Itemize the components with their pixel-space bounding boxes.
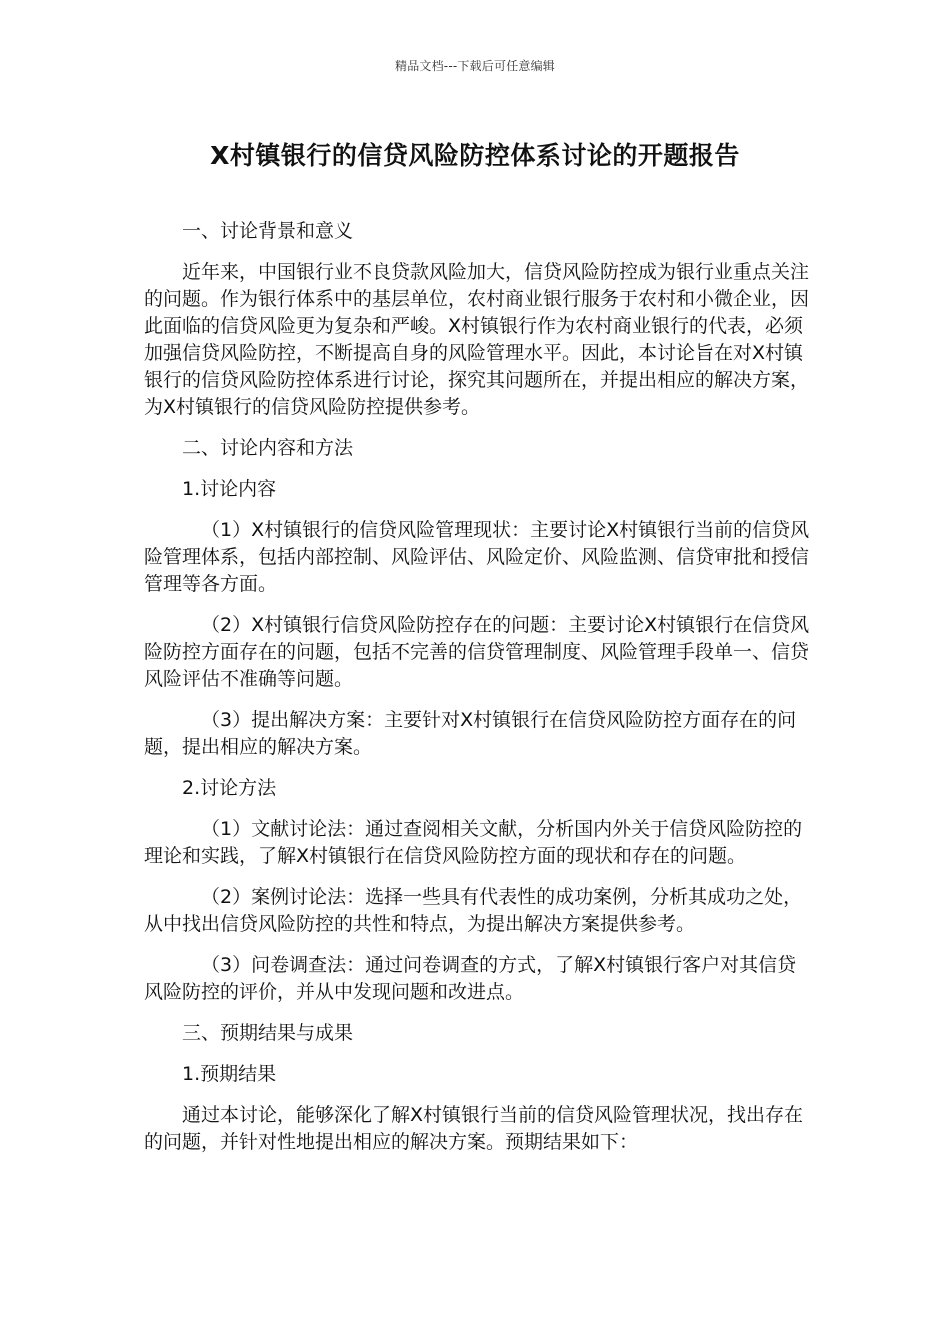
section-heading-content-method: 二、讨论内容和方法 [182,437,354,459]
method-item-3: （3）问卷调查法：通过问卷调查的方式，了解X村镇银行客户对其信贷风险防控的评价，并从中发现问题和改进点。 [144,954,797,1003]
paragraph-expected: 通过本讨论，能够深化了解X村镇银行当前的信贷风险管理状况，找出存在的问题，并针对性地提出相应的解决方案。预期结果如下： [144,1104,804,1153]
document-title: X村镇银行的信贷风险防控体系讨论的开题报告 [210,141,740,170]
section-heading-expected-results: 三、预期结果与成果 [182,1022,354,1044]
subheading-content: 1.讨论内容 [182,478,277,500]
content-item-3: （3）提出解决方案：主要针对X村镇银行在信贷风险防控方面存在的问题，提出相应的解决方案。 [144,709,797,758]
subheading-expected: 1.预期结果 [182,1063,277,1085]
content-item-1: （1）X村镇银行的信贷风险管理现状：主要讨论X村镇银行当前的信贷风险管理体系，包括内部控制、风险评估、风险定价、风险监测、信贷审批和授信管理等各方面。 [144,519,810,595]
method-item-2: （2）案例讨论法：选择一些具有代表性的成功案例，分析其成功之处，从中找出信贷风险防控的共性和特点，为提出解决方案提供参考。 [144,886,803,935]
content-item-2: （2）X村镇银行信贷风险防控存在的问题：主要讨论X村镇银行在信贷风险防控方面存在的问题，包括不完善的信贷管理制度、风险管理手段单一、信贷风险评估不准确等问题。 [144,614,810,690]
document-body [144,218,810,1170]
header-note: 精品文档---下载后可任意编辑 [395,59,555,73]
subheading-method: 2.讨论方法 [182,777,277,799]
section-heading-background: 一、讨论背景和意义 [182,220,354,242]
paragraph-background: 近年来，中国银行业不良贷款风险加大，信贷风险防控成为银行业重点关注的问题。作为银行体系中的基层单位，农村商业银行服务于农村和小微企业，因此面临的信贷风险更为复杂和严峻。X村镇银行作为农村商业银行的代表，必须加强信贷风险防控，不断提高自身的风险管理水平。因此，本讨论旨在对X村镇银行的信贷风险防控体系进行讨论，探究其问题所在，并提出相应的解决方案，为X村镇银行的信贷风险防控提供参考。 [144,261,810,418]
method-item-1: （1）文献讨论法：通过查阅相关文献，分析国内外关于信贷风险防控的理论和实践，了解X村镇银行在信贷风险防控方面的现状和存在的问题。 [144,818,803,867]
